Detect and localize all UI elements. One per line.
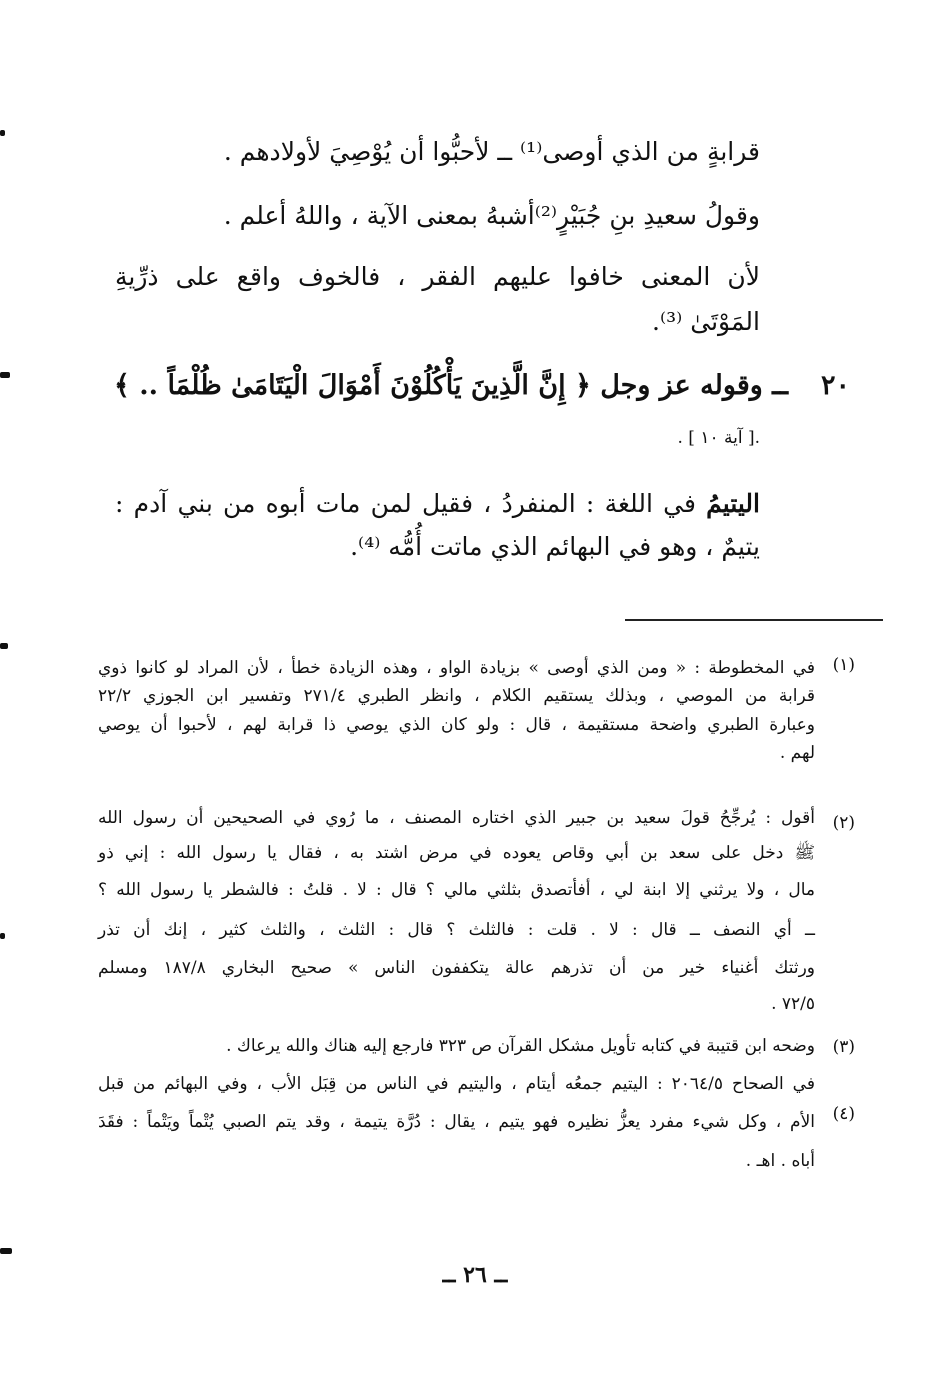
scan-edge-mark	[0, 1248, 12, 1254]
scan-edge-mark	[0, 130, 5, 136]
footnote-1-line-1: في المخطوطة : « ومن الذي أوصى » بزيادة الواو ، وهذه الزيادة خطأ ، لأن المراد لو كانوا ذوي	[98, 658, 815, 678]
footnote-separator	[625, 619, 883, 621]
defined-term: اليتيمُ	[706, 489, 760, 518]
section-number: ٢٠	[820, 370, 850, 401]
footnote-1-line-2: قرابة من الموصي ، وبذلك يستقيم الكلام ، وانظر الطبري ٢٧١/٤ وتفسير ابن الجوزي ٢٢/٢	[98, 686, 815, 706]
main-text-line-2: وقولُ سعيدِ بنِ جُبَيْرٍ⁽²⁾أشبهُ بمعنى الآية ، واللهُ أعلم .	[223, 201, 760, 230]
footnote-4-line-2: الأم ، وكل شيء مفرد يعزُّ نظيره فهو يتيم ، يقال : دُرَّة يتيمة ، وقد يتم الصبي يُتْماً ويَتْماً : فقَدَ	[98, 1112, 815, 1132]
footnote-number-1: (١)	[832, 655, 855, 675]
definition-line-1	[115, 487, 760, 521]
footnote-2-line-2: ﷺ دخل على سعد بن أبي وقاص يعوده في مرض اشتد به ، فقال يا رسول الله : إني ذو	[98, 843, 815, 863]
footnote-number-4: (٤)	[832, 1104, 855, 1124]
footnote-4-line-1: في الصحاح ٢٠٦٤/٥ : اليتيم جمعُه أيتام ، واليتيم في الناس من قِبَل الأب ، وفي البهائم من قبل	[98, 1074, 815, 1094]
section-heading-text: ــ وقوله عز وجل ﴿ إِنَّ الَّذِينَ يَأْكُلُوْنَ أَمْوَالَ الْيَتَامَىٰ ظُلْمَاً .. ﴾	[114, 370, 788, 401]
footnote-number-3: (٣)	[832, 1037, 855, 1057]
ayah-reference: .[ آية ١٠ ] .	[677, 428, 760, 448]
section-heading	[100, 370, 850, 410]
footnote-2-line-5: ورثتك أغنياء خير من أن تذرهم عالة يتكففون الناس » صحيح البخاري ١٨٧/٨ ومسلم	[98, 958, 816, 978]
footnote-2-line-6: ٧٢/٥ .	[771, 994, 815, 1014]
definition-line-2: يتيمٌ ، وهو في البهائم الذي ماتت أُمُّه ⁽⁴⁾.	[350, 532, 760, 561]
scan-edge-mark	[0, 643, 8, 649]
definition-line-1-rest: في اللغة : المنفردُ ، فقيل لمن مات أبوه من بني آدم :	[115, 489, 707, 518]
footnote-4-line-3: أباه . اهـ .	[745, 1151, 815, 1171]
footnote-1-line-3: وعبارة الطبري واضحة مستقيمة ، قال : ولو كان الذي يوصي ذا قرابة لهم ، لأحبوا أن يوصي	[98, 715, 815, 735]
footnote-1-line-4: لهم .	[779, 743, 815, 763]
footnote-number-2: (٢)	[832, 813, 855, 833]
footnote-2-line-3: مال ، ولا يرثني إلا ابنة لي ، أفأتصدق بثلثي مالي ؟ قال : لا . قلتُ : فالشطر يا رسول الله ؟	[98, 880, 815, 900]
main-text-line-3: لأن المعنى خافوا عليهم الفقر ، فالخوف واقع على ذرِّيةِ	[115, 262, 760, 291]
scan-edge-mark	[0, 372, 10, 378]
page-number: ــ ٢٦ ــ	[442, 1262, 508, 1288]
scan-edge-mark	[0, 933, 5, 939]
main-text-line-1: قرابةٍ من الذي أوصى⁽¹⁾ ــ لأحبُّوا أن يُوْصِيَ لأولادهم .	[223, 137, 760, 166]
main-text-line-4: المَوْتَىٰ ⁽³⁾.	[652, 307, 760, 336]
footnote-2-line-4: ــ أي النصف ــ قال : لا . قلت : فالثلث ؟ قال : الثلث ، والثلث كثير ، إنك أن تذر	[98, 920, 815, 940]
footnote-3-line-1: وضحه ابن قتيبة في كتابه تأويل مشكل القرآن ص ٣٢٣ فارجع إليه هناك والله يرعاك .	[226, 1036, 815, 1056]
footnote-2-line-1: أقول : يُرجِّحُ قولَ سعيد بن جبير الذي اختاره المصنف ، ما رُوي في الصحيحين أن رسول الله	[98, 808, 815, 828]
